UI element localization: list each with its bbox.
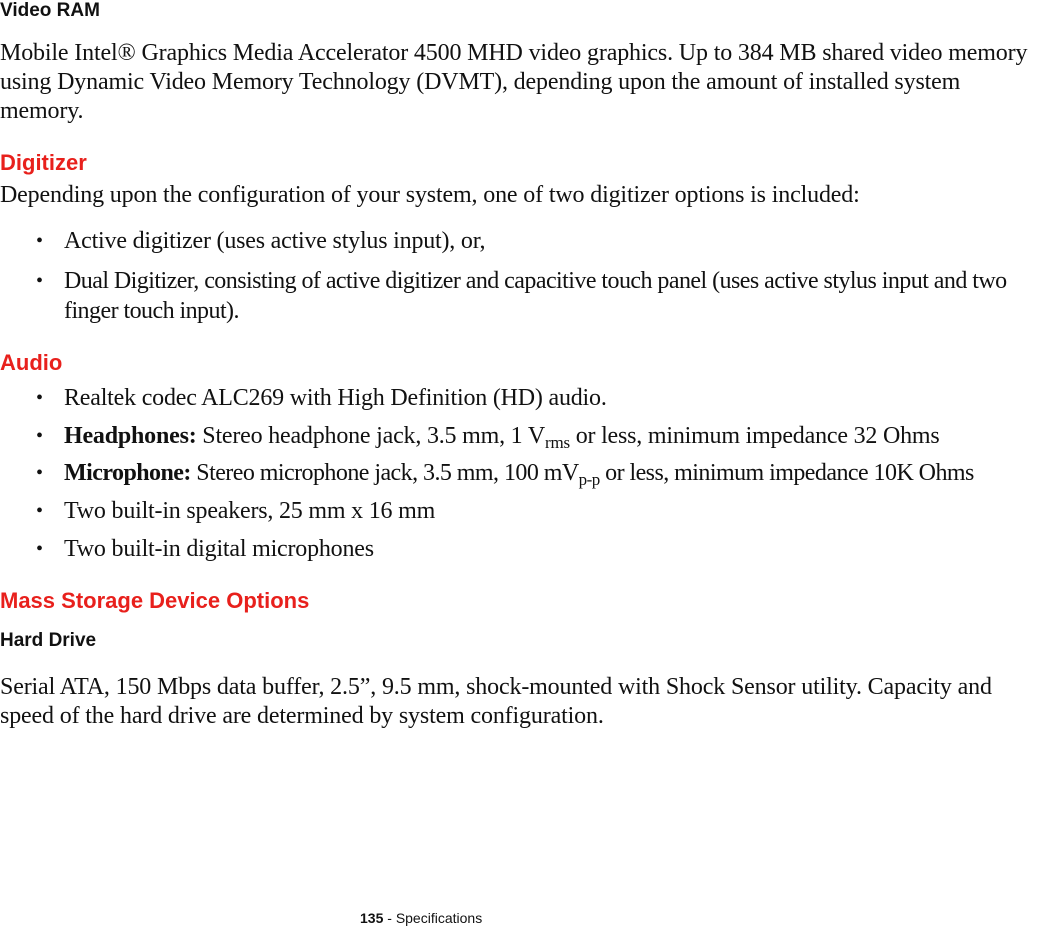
bullet-icon: • bbox=[36, 387, 43, 409]
digitizer-bullet-1 bbox=[36, 226, 1042, 256]
video-ram-heading: Video RAM bbox=[0, 0, 100, 21]
audio-bullet-headphones bbox=[36, 421, 1042, 451]
bullet-icon: • bbox=[36, 538, 43, 560]
bullet-text: Realtek codec ALC269 with High Definition (HD) audio. bbox=[64, 385, 607, 411]
microphone-text-a: Stereo microphone jack, 3.5 mm, 100 mV bbox=[190, 460, 579, 486]
headphones-label: Headphones: bbox=[64, 423, 197, 449]
headphones-text-b: or less, minimum impedance 32 Ohms bbox=[569, 423, 940, 449]
mass-storage-heading: Mass Storage Device Options bbox=[0, 588, 310, 613]
audio-heading: Audio bbox=[0, 350, 63, 375]
bullet-icon: • bbox=[36, 230, 43, 252]
bullet-icon: • bbox=[36, 500, 43, 522]
bullet-icon: • bbox=[36, 462, 43, 484]
digitizer-bullet-2 bbox=[36, 266, 1042, 326]
bullet-text: Two built-in digital microphones bbox=[64, 536, 374, 562]
microphone-subscript: p-p bbox=[578, 470, 600, 489]
audio-bullet-speakers bbox=[36, 496, 1042, 526]
digitizer-intro: Depending upon the configuration of your system, one of two digitizer options is included: bbox=[0, 182, 860, 208]
video-ram-paragraph: Mobile Intel® Graphics Media Accelerator 4500 MHD video graphics. Up to 384 MB shared video memory using Dynamic Video Memory Technology (DVMT), depending upon the amount of installed system memory. bbox=[0, 40, 1028, 124]
bullet-icon: • bbox=[36, 270, 43, 292]
bullet-icon: • bbox=[36, 425, 43, 447]
bullet-text bbox=[64, 421, 1042, 451]
microphone-text-b: or less, minimum impedance 10K Ohms bbox=[599, 460, 974, 486]
page-number: 135 bbox=[360, 910, 384, 926]
digitizer-heading: Digitizer bbox=[0, 150, 87, 175]
headphones-subscript: rms bbox=[544, 433, 570, 452]
microphone-label: Microphone: bbox=[64, 460, 191, 486]
page-footer bbox=[360, 910, 482, 926]
hard-drive-subheading: Hard Drive bbox=[0, 630, 97, 651]
bullet-text: Active digitizer (uses active stylus input), or, bbox=[64, 228, 486, 254]
bullet-text: Dual Digitizer, consisting of active digitizer and capacitive touch panel (uses active stylus input and two finger touch input). bbox=[64, 268, 1007, 324]
hard-drive-paragraph: Serial ATA, 150 Mbps data buffer, 2.5”, 9.5 mm, shock-mounted with Shock Sensor utility. Capacity and speed of the hard drive are determined by system configuration. bbox=[0, 674, 992, 729]
headphones-text-a: Stereo headphone jack, 3.5 mm, 1 V bbox=[196, 423, 545, 449]
audio-bullet-microphones bbox=[36, 534, 1042, 564]
audio-bullet-codec bbox=[36, 383, 1042, 413]
footer-section: Specifications bbox=[395, 910, 483, 926]
bullet-text: Two built-in speakers, 25 mm x 16 mm bbox=[64, 498, 436, 524]
audio-bullet-microphone bbox=[36, 458, 1042, 488]
footer-separator: - bbox=[383, 910, 396, 926]
bullet-text bbox=[64, 458, 1042, 488]
